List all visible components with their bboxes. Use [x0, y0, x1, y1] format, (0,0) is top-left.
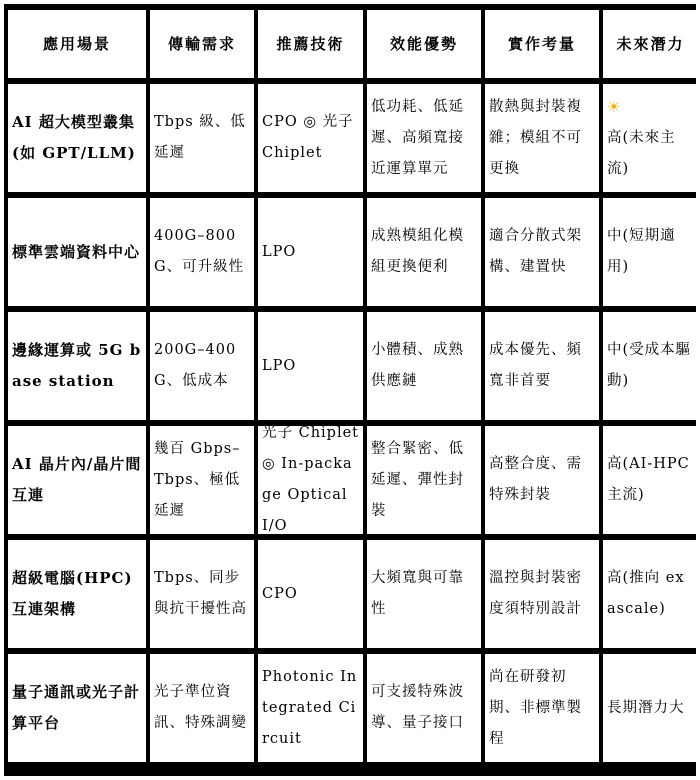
row-1-technology: CPO ◎ 光子 Chiplet — [258, 84, 363, 192]
row-2-scenario: 標準雲端資料中心 — [8, 198, 146, 306]
row-5-potential: 高(推向 exascale) — [603, 540, 698, 648]
row-5-consideration: 溫控與封裝密度須特別設計 — [485, 540, 599, 648]
row-1-potential — [603, 84, 698, 192]
row-2-requirement: 400G–800G、可升級性 — [150, 198, 254, 306]
row-3-consideration: 成本優先、頻寬非首要 — [485, 312, 599, 420]
row-4-advantage: 整合緊密、低延遲、彈性封裝 — [367, 426, 481, 534]
row-4-technology: 光子 Chiplet ◎ In-package Optical I/O — [258, 426, 363, 534]
row-2-advantage: 成熟模組化模組更換便利 — [367, 198, 481, 306]
row-1-potential-text: 高(未來主流) — [607, 129, 676, 177]
header-potential: 未來潛力 — [603, 10, 698, 78]
header-consideration: 實作考量 — [485, 10, 599, 78]
header-technology: 推薦技術 — [258, 10, 363, 78]
header-scenario: 應用場景 — [8, 10, 146, 78]
row-4-requirement: 幾百 Gbps–Tbps、極低延遲 — [150, 426, 254, 534]
header-advantage: 效能優勢 — [367, 10, 481, 78]
row-1-advantage: 低功耗、低延遲、高頻寬接近運算單元 — [367, 84, 481, 192]
row-5-requirement: Tbps、同步與抗干擾性高 — [150, 540, 254, 648]
row-2-technology: LPO — [258, 198, 363, 306]
row-6-technology: Photonic Integrated Circuit — [258, 654, 363, 762]
row-3-scenario: 邊緣運算或 5G base station — [8, 312, 146, 420]
row-3-advantage: 小體積、成熟供應鏈 — [367, 312, 481, 420]
row-6-scenario: 量子通訊或光子計算平台 — [8, 654, 146, 762]
row-2-consideration: 適合分散式架構、建置快 — [485, 198, 599, 306]
row-1-consideration: 散熱與封裝複雜；模組不可更換 — [485, 84, 599, 192]
row-3-requirement: 200G–400G、低成本 — [150, 312, 254, 420]
row-3-technology: LPO — [258, 312, 363, 420]
row-4-scenario: AI 晶片內/晶片間互連 — [8, 426, 146, 534]
row-5-scenario: 超級電腦(HPC) 互連架構 — [8, 540, 146, 648]
row-3-potential: 中(受成本驅動) — [603, 312, 698, 420]
row-6-requirement: 光子準位資訊、特殊調變 — [150, 654, 254, 762]
row-4-potential: 高(AI-HPC 主流) — [603, 426, 698, 534]
header-requirement: 傳輸需求 — [150, 10, 254, 78]
row-6-advantage: 可支援特殊波導、量子接口 — [367, 654, 481, 762]
row-5-advantage: 大頻寬與可靠性 — [367, 540, 481, 648]
row-4-consideration: 高整合度、需特殊封裝 — [485, 426, 599, 534]
row-1-requirement: Tbps 級、低延遲 — [150, 84, 254, 192]
row-2-potential: 中(短期適用) — [603, 198, 698, 306]
sun-icon: ☀ — [607, 97, 622, 116]
comparison-table — [4, 4, 696, 776]
row-6-potential: 長期潛力大 — [603, 654, 698, 762]
row-1-scenario: AI 超大模型叢集(如 GPT/LLM) — [8, 84, 146, 192]
row-5-technology: CPO — [258, 540, 363, 648]
row-6-consideration: 尚在研發初期、非標準製程 — [485, 654, 599, 762]
